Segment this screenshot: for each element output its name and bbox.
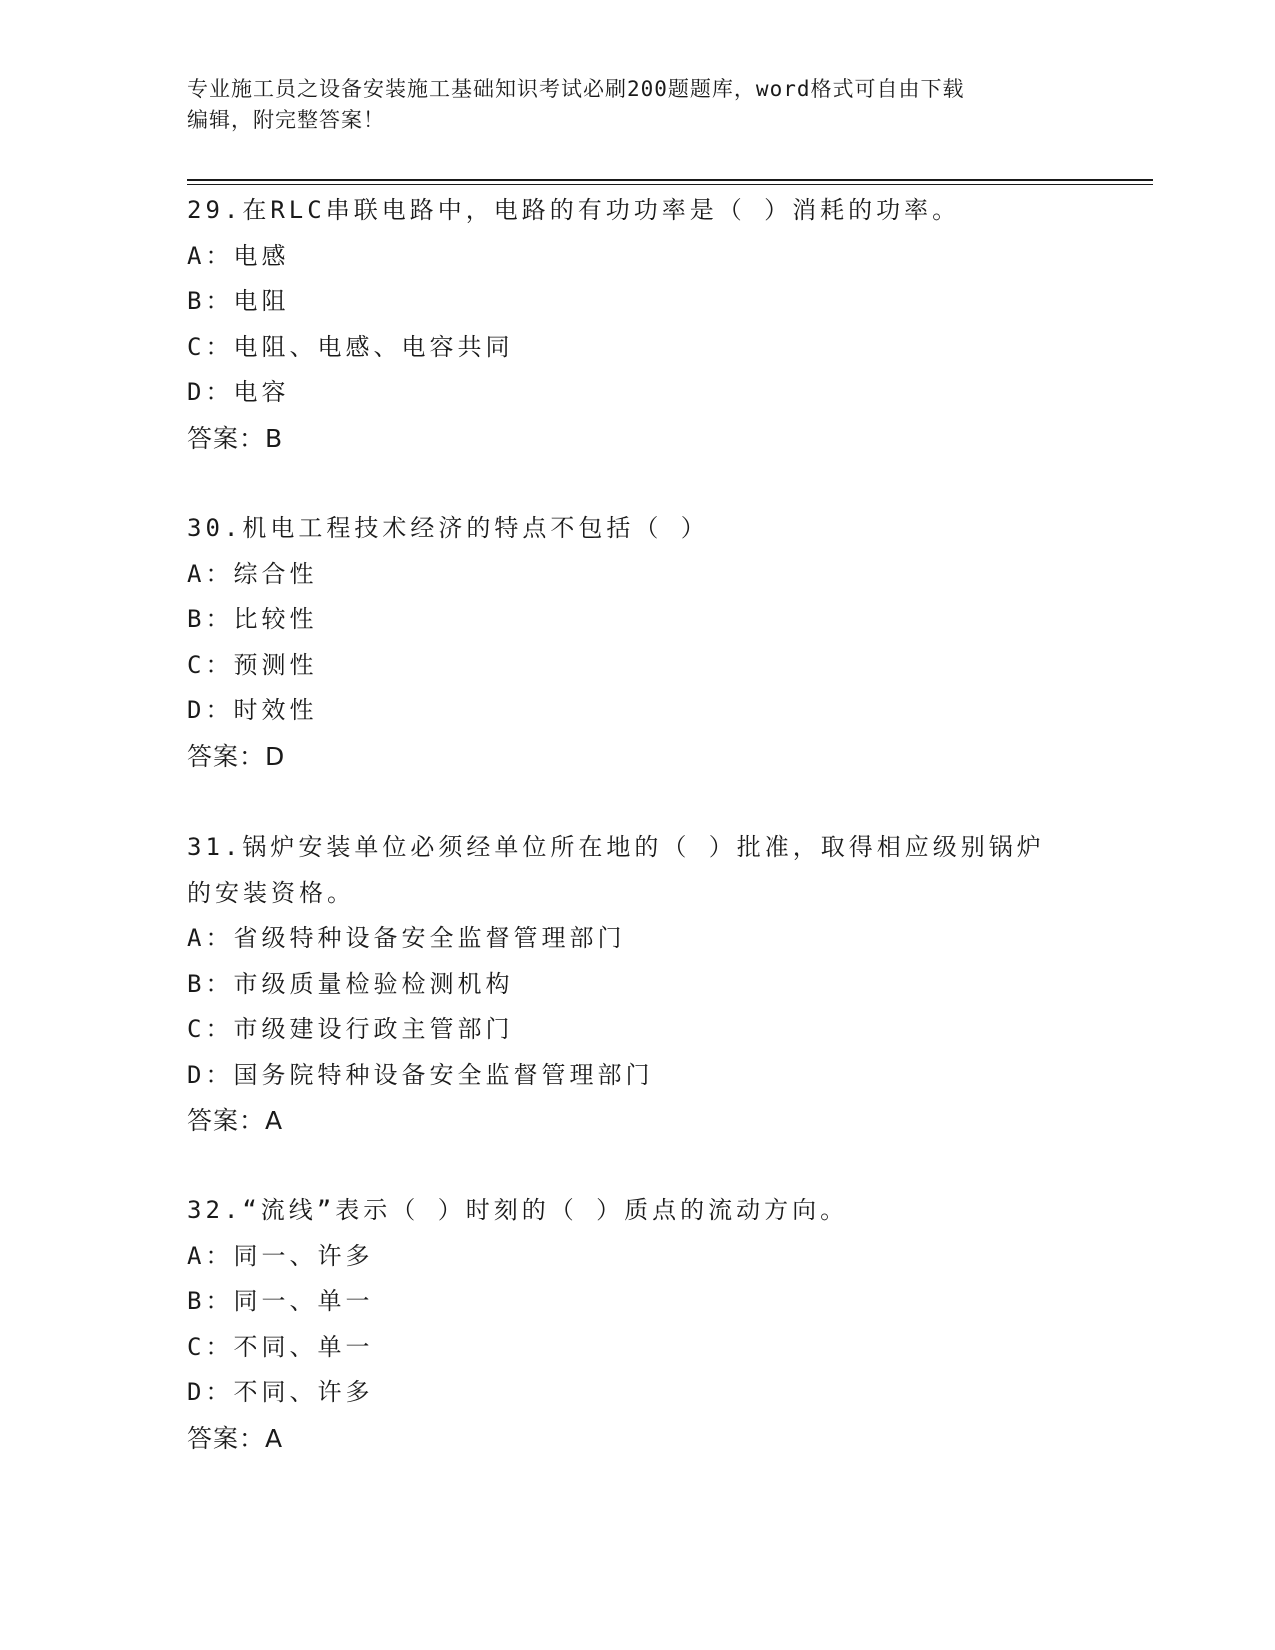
question-29 xyxy=(187,188,1087,461)
stem-line: 的安装资格。 xyxy=(187,878,355,907)
option-c: C：市级建设行政主管部门 xyxy=(187,1015,514,1043)
option-a: A：同一、许多 xyxy=(187,1241,374,1270)
question-31 xyxy=(187,825,1087,1144)
option-b: B：同一、单一 xyxy=(187,1287,374,1315)
option-a: A：电感 xyxy=(187,241,290,270)
option-d: D：不同、许多 xyxy=(187,1378,374,1406)
option-a: A：省级特种设备安全监督管理部门 xyxy=(187,924,626,952)
question-stem xyxy=(187,825,1087,916)
answer-line: 答案：A xyxy=(187,1423,284,1453)
option-d: D：电容 xyxy=(187,378,290,406)
question-stem xyxy=(187,506,1087,552)
header-line-1: 专业施工员之设备安装施工基础知识考试必刷200题题库，word格式可自由下载 xyxy=(187,77,965,101)
header-divider-thick xyxy=(187,179,1153,181)
question-32 xyxy=(187,1188,1087,1461)
option-c: C：电阻、电感、电容共同 xyxy=(187,332,514,361)
question-stem xyxy=(187,188,1087,234)
answer-line: 答案：A xyxy=(187,1106,284,1135)
question-stem xyxy=(187,1188,1087,1234)
question-30 xyxy=(187,506,1087,779)
option-c: C：预测性 xyxy=(187,650,318,679)
answer-line: 答案：D xyxy=(187,741,286,771)
header-line-2: 编辑，附完整答案！ xyxy=(187,108,385,132)
option-d: D：国务院特种设备安全监督管理部门 xyxy=(187,1060,654,1089)
stem-line: 31.锅炉安装单位必须经单位所在地的（ ）批准，取得相应级别锅炉 xyxy=(187,833,1045,861)
answer-line: 答案：B xyxy=(187,423,284,453)
stem-line: 29.在RLC串联电路中，电路的有功功率是（ ）消耗的功率。 xyxy=(187,196,961,224)
option-b: B：电阻 xyxy=(187,287,290,315)
document-header xyxy=(187,74,1067,136)
option-c: C：不同、单一 xyxy=(187,1332,374,1361)
option-b: B：比较性 xyxy=(187,605,318,633)
option-b: B：市级质量检验检测机构 xyxy=(187,969,514,998)
stem-line: 30.机电工程技术经济的特点不包括（ ） xyxy=(187,514,709,542)
option-a: A：综合性 xyxy=(187,559,318,588)
stem-line: 32.“流线”表示（ ）时刻的（ ）质点的流动方向。 xyxy=(187,1196,849,1224)
header-divider-thin xyxy=(187,184,1153,185)
option-d: D：时效性 xyxy=(187,696,318,724)
